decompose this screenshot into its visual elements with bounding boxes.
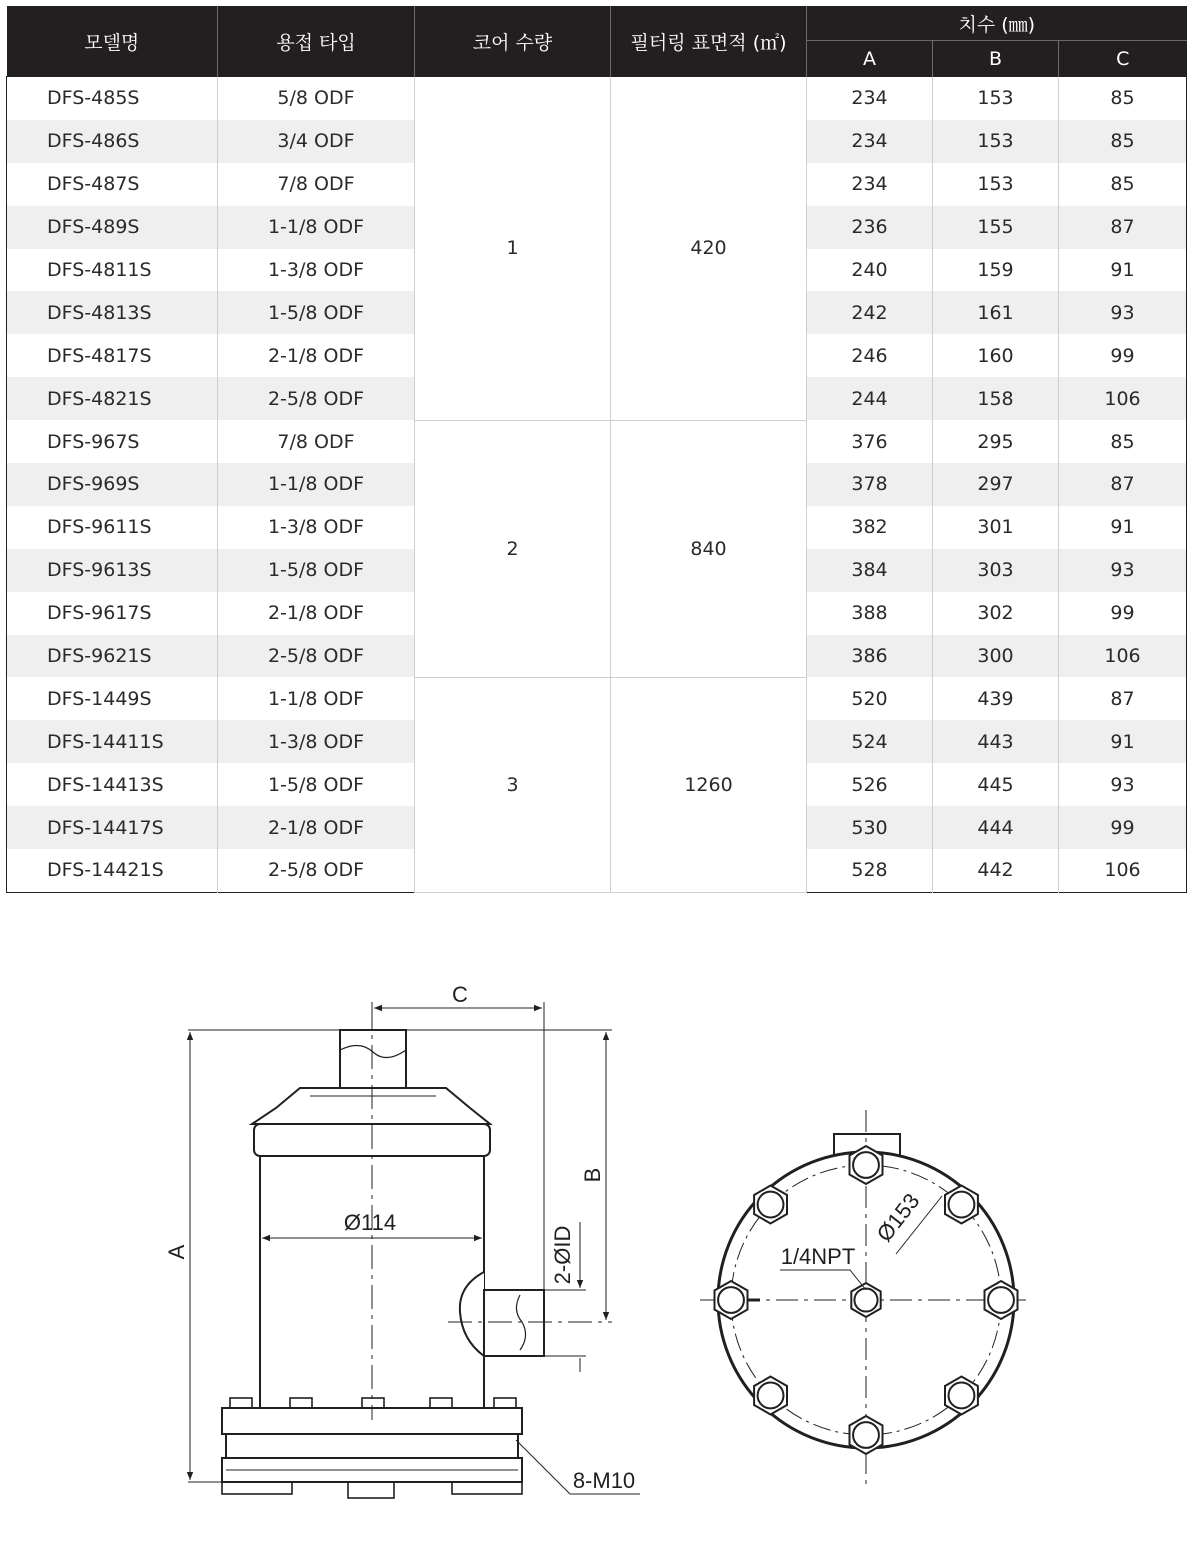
cell-filter-area: 1260 xyxy=(611,677,807,892)
table-header xyxy=(7,6,1187,77)
cell-dim-b: 153 xyxy=(933,120,1059,163)
table-body xyxy=(7,77,1187,893)
cell-weld-type: 7/8 ODF xyxy=(218,420,415,463)
cell-dim-c: 91 xyxy=(1059,249,1187,292)
cell-weld-type: 2-1/8 ODF xyxy=(218,806,415,849)
cell-dim-b: 297 xyxy=(933,463,1059,506)
cell-dim-c: 91 xyxy=(1059,720,1187,763)
header-dim-c: C xyxy=(1059,41,1187,77)
header-weld-type: 용접 타입 xyxy=(218,6,415,77)
bolt-hex-icon xyxy=(715,1281,748,1319)
table-row xyxy=(7,77,1187,120)
cell-dim-a: 524 xyxy=(807,720,933,763)
cell-dim-c: 99 xyxy=(1059,592,1187,635)
cell-weld-type: 1-3/8 ODF xyxy=(218,249,415,292)
cell-dim-c: 93 xyxy=(1059,763,1187,806)
cell-dim-a: 240 xyxy=(807,249,933,292)
cell-dim-a: 382 xyxy=(807,506,933,549)
cell-model: DFS-9621S xyxy=(7,635,218,678)
cell-dim-a: 236 xyxy=(807,206,933,249)
cell-weld-type: 5/8 ODF xyxy=(218,77,415,120)
cell-dim-a: 386 xyxy=(807,635,933,678)
label-dim-a: A xyxy=(164,1244,189,1260)
cell-dim-c: 85 xyxy=(1059,420,1187,463)
cell-dim-c: 85 xyxy=(1059,163,1187,206)
cell-dim-a: 234 xyxy=(807,120,933,163)
cell-dim-a: 528 xyxy=(807,849,933,892)
cell-model: DFS-487S xyxy=(47,173,140,196)
cell-dim-c: 91 xyxy=(1059,506,1187,549)
cell-dim-c: 106 xyxy=(1059,635,1187,678)
cell-dim-c: 85 xyxy=(1059,120,1187,163)
cell-weld-type: 1-3/8 ODF xyxy=(218,720,415,763)
cell-weld-type: 2-5/8 ODF xyxy=(218,635,415,678)
cell-dim-c: 106 xyxy=(1059,849,1187,892)
cell-weld-type: 7/8 ODF xyxy=(218,163,415,206)
technical-drawing xyxy=(0,950,1200,1558)
cell-dim-b: 161 xyxy=(933,291,1059,334)
cell-dim-c: 93 xyxy=(1059,549,1187,592)
cell-dim-b: 300 xyxy=(933,635,1059,678)
cell-filter-area: 840 xyxy=(611,420,807,677)
cell-model: DFS-969S xyxy=(7,463,218,506)
cell-dim-a: 234 xyxy=(807,163,933,206)
cell-model: DFS-9617S xyxy=(47,602,152,625)
cell-model: DFS-9613S xyxy=(7,549,218,592)
table-row xyxy=(7,677,1187,720)
cell-dim-a: 378 xyxy=(807,463,933,506)
cell-core-count: 3 xyxy=(415,677,611,892)
cell-dim-b: 439 xyxy=(933,677,1059,720)
cell-dim-b: 155 xyxy=(933,206,1059,249)
cell-dim-a: 384 xyxy=(807,549,933,592)
bolt-hex-icon xyxy=(945,1186,978,1224)
cell-dim-c: 93 xyxy=(1059,291,1187,334)
cell-dim-c: 87 xyxy=(1059,463,1187,506)
cell-weld-type: 2-1/8 ODF xyxy=(218,334,415,377)
cell-dim-b: 303 xyxy=(933,549,1059,592)
spec-table xyxy=(6,6,1187,893)
bolt-hex-icon xyxy=(850,1146,883,1184)
cell-model: DFS-967S xyxy=(47,430,140,453)
cell-weld-type: 1-5/8 ODF xyxy=(218,291,415,334)
cell-dim-a: 376 xyxy=(807,420,933,463)
cell-dim-a: 526 xyxy=(807,763,933,806)
cell-dim-a: 530 xyxy=(807,806,933,849)
cell-weld-type: 2-1/8 ODF xyxy=(218,592,415,635)
bolt-hex-icon xyxy=(985,1281,1018,1319)
cell-model: DFS-1449S xyxy=(47,687,152,710)
header-core-count: 코어 수량 xyxy=(415,6,611,77)
cell-model: DFS-4821S xyxy=(7,377,218,420)
cell-core-count: 2 xyxy=(415,420,611,677)
label-pcd: Ø153 xyxy=(871,1188,925,1247)
label-dim-c: C xyxy=(452,982,468,1007)
cell-dim-c: 87 xyxy=(1059,206,1187,249)
label-body-diameter: Ø114 xyxy=(343,1210,397,1235)
header-model: 모델명 xyxy=(7,6,218,77)
cell-core-count: 1 xyxy=(415,77,611,421)
header-dim-b: B xyxy=(933,41,1059,77)
cell-weld-type: 1-5/8 ODF xyxy=(218,549,415,592)
cell-dim-b: 158 xyxy=(933,377,1059,420)
cell-dim-a: 246 xyxy=(807,334,933,377)
label-npt-port: 1/4NPT xyxy=(780,1244,856,1269)
bolt-hex-icon xyxy=(754,1377,787,1415)
cell-model: DFS-14413S xyxy=(47,773,164,796)
cell-dim-b: 443 xyxy=(933,720,1059,763)
cell-model: DFS-486S xyxy=(7,120,218,163)
label-dim-b: B xyxy=(580,1167,605,1183)
cell-dim-b: 153 xyxy=(933,163,1059,206)
cell-model: DFS-4811S xyxy=(47,259,152,281)
cell-dim-c: 106 xyxy=(1059,377,1187,420)
cell-dim-c: 99 xyxy=(1059,334,1187,377)
cell-model: DFS-14417S xyxy=(7,806,218,849)
cell-dim-c: 85 xyxy=(1059,77,1187,120)
cell-dim-b: 301 xyxy=(933,506,1059,549)
cell-dim-b: 444 xyxy=(933,806,1059,849)
bolt-hex-icon xyxy=(754,1186,787,1224)
cell-weld-type: 1-1/8 ODF xyxy=(218,677,415,720)
cell-dim-b: 445 xyxy=(933,763,1059,806)
cell-dim-a: 520 xyxy=(807,677,933,720)
cell-dim-b: 159 xyxy=(933,249,1059,292)
table-row xyxy=(7,420,1187,463)
cell-weld-type: 3/4 ODF xyxy=(218,120,415,163)
cell-dim-b: 302 xyxy=(933,592,1059,635)
bolt-hex-icon xyxy=(850,1416,883,1454)
header-dim-a: A xyxy=(807,41,933,77)
cell-dim-a: 234 xyxy=(807,77,933,120)
cell-weld-type: 1-1/8 ODF xyxy=(218,463,415,506)
cell-weld-type: 1-5/8 ODF xyxy=(218,763,415,806)
cell-dim-b: 442 xyxy=(933,849,1059,892)
cell-model: DFS-14421S xyxy=(47,859,164,882)
label-bolts: 8-M10 xyxy=(572,1468,636,1493)
cell-dim-b: 160 xyxy=(933,334,1059,377)
cell-model: DFS-4817S xyxy=(47,344,152,367)
cell-weld-type: 1-1/8 ODF xyxy=(218,206,415,249)
cell-model: DFS-4813S xyxy=(7,291,218,334)
header-filter-area: 필터링 표면적 (㎡) xyxy=(611,6,807,77)
cell-dim-c: 99 xyxy=(1059,806,1187,849)
header-dimensions: 치수 (㎜) xyxy=(807,6,1187,41)
cell-dim-b: 295 xyxy=(933,420,1059,463)
bolt-hex-icon xyxy=(945,1377,978,1415)
label-inlet-diameter: 2-ØID xyxy=(550,1225,575,1285)
cell-model: DFS-489S xyxy=(7,206,218,249)
cell-model: DFS-485S xyxy=(47,87,140,110)
top-view xyxy=(700,1110,1032,1490)
cell-dim-a: 244 xyxy=(807,377,933,420)
cell-dim-c: 87 xyxy=(1059,677,1187,720)
cell-weld-type: 2-5/8 ODF xyxy=(218,849,415,892)
cell-model: DFS-14411S xyxy=(7,720,218,763)
cell-filter-area: 420 xyxy=(611,77,807,421)
cell-dim-a: 388 xyxy=(807,592,933,635)
cell-weld-type: 2-5/8 ODF xyxy=(218,377,415,420)
cell-model: DFS-9611S xyxy=(47,516,152,539)
cell-dim-b: 153 xyxy=(933,77,1059,120)
npt-port-icon xyxy=(851,1283,880,1317)
cell-dim-a: 242 xyxy=(807,291,933,334)
cell-weld-type: 1-3/8 ODF xyxy=(218,506,415,549)
